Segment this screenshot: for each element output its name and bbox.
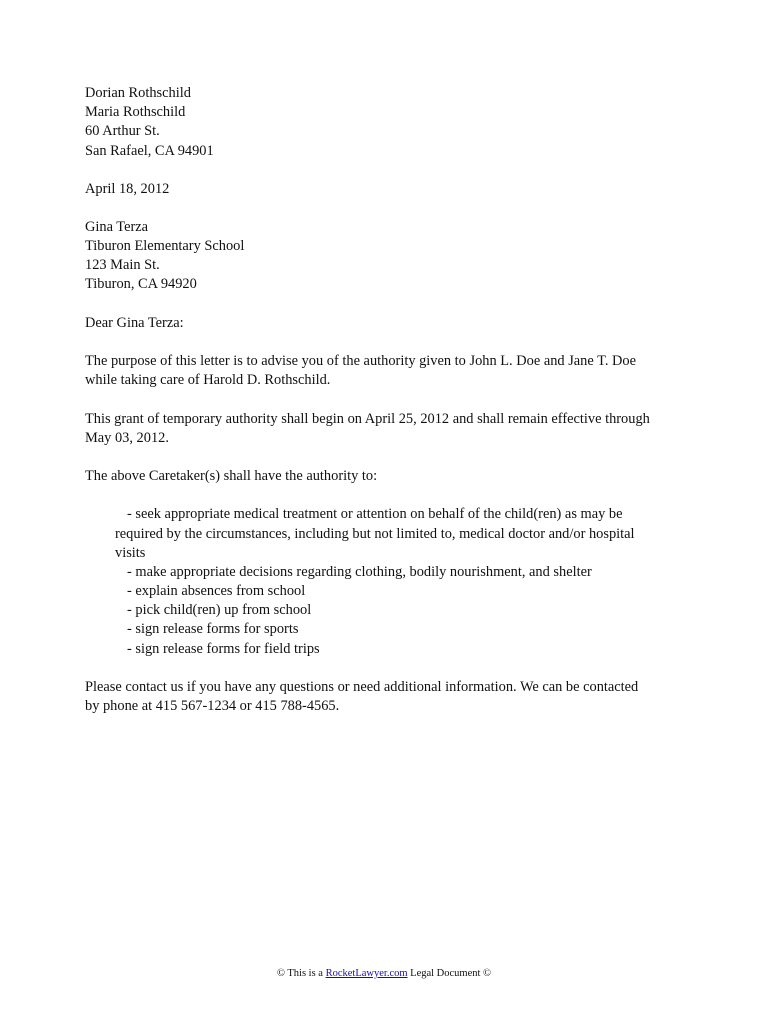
authority-intro: The above Caretaker(s) shall have the authority to: [85,468,378,484]
contact-line-2: by phone at 415 567-1234 or 415 788-4565. [85,698,340,714]
sender-name-2: Maria Rothschild [85,104,186,120]
sender-city: San Rafael, CA 94901 [85,143,214,159]
recipient-name: Gina Terza [85,219,149,235]
authority-item-medical-1: - seek appropriate medical treatment or attention on behalf of the child(ren) as may be [127,506,623,522]
footer-prefix: © This is a [276,968,326,979]
authority-item-field-trips: - sign release forms for field trips [127,641,320,657]
sender-street: 60 Arthur St. [85,123,160,139]
footer-suffix: Legal Document © [407,968,492,979]
grant-line-2: May 03, 2012. [85,430,169,446]
purpose-line-1: The purpose of this letter is to advise you of the authority given to John L. Doe and Jane T. Doe [85,353,636,369]
contact-line-1: Please contact us if you have any questions or need additional information. We can be contacted [85,679,639,695]
grant-line-1: This grant of temporary authority shall begin on April 25, 2012 and shall remain effective through [85,411,650,427]
letter-date: April 18, 2012 [85,181,170,197]
footer-notice [0,967,768,981]
recipient-org: Tiburon Elementary School [85,238,245,254]
authority-item-absences: - explain absences from school [127,583,306,599]
sender-name-1: Dorian Rothschild [85,85,191,101]
recipient-city: Tiburon, CA 94920 [85,276,197,292]
rocketlawyer-link[interactable]: RocketLawyer.com [325,968,408,979]
authority-item-medical-2: required by the circumstances, including but not limited to, medical doctor and/or hospital [115,526,635,542]
recipient-street: 123 Main St. [85,257,160,273]
authority-item-pickup: - pick child(ren) up from school [127,602,312,618]
purpose-line-2: while taking care of Harold D. Rothschild. [85,372,331,388]
authority-item-sports: - sign release forms for sports [127,621,299,637]
authority-item-decisions: - make appropriate decisions regarding clothing, bodily nourishment, and shelter [127,564,592,580]
salutation: Dear Gina Terza: [85,315,184,331]
authority-item-medical-3: visits [115,545,146,561]
